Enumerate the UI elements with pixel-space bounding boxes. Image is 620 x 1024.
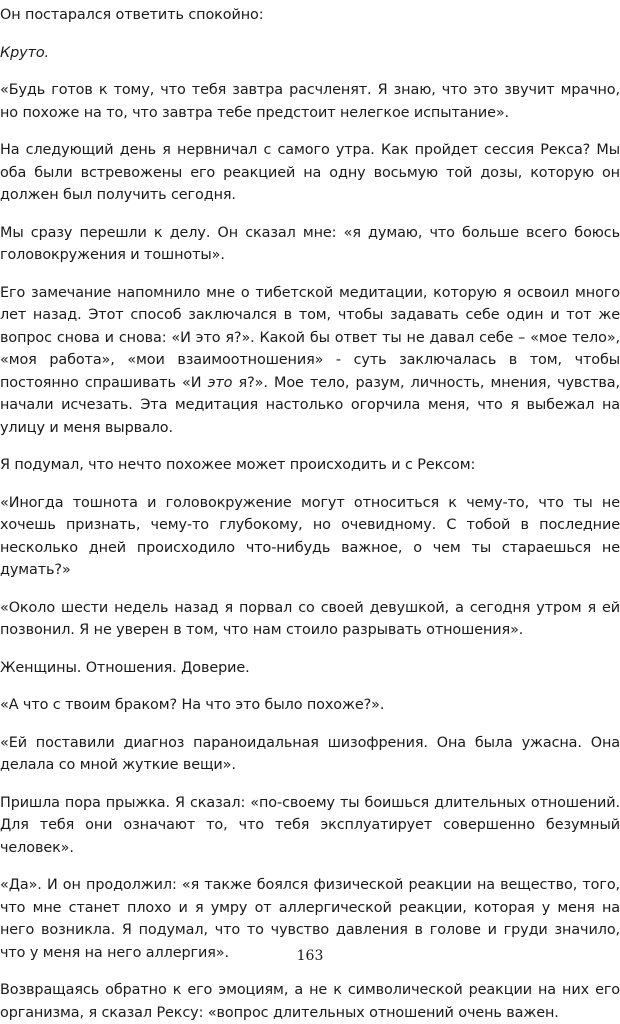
text-run: «Будь готов к тому, что тебя завтра расчленят. Я знаю, что это звучит мрачно, но похоже на то, что завтра тебе предстоит нелегкое испытание». [0, 82, 620, 121]
text-run: Пришла пора прыжка. Я сказал: «по-своему ты боишься длительных отношений. Для тебя они означают то, что тебя эксплуатирует совершенно безумный человек». [0, 794, 620, 856]
text-run: Я подумал, что нечто похожее может происходить и с Рексом: [0, 457, 476, 473]
text-run: Мы сразу перешли к делу. Он сказал мне: «я думаю, что больше всего боюсь головокружения и тошноты». [0, 224, 620, 263]
paragraph [0, 732, 620, 777]
paragraph [0, 282, 620, 440]
paragraph [0, 454, 620, 477]
text-run: На следующий день я нервничал с самого утра. Как пройдет сессия Рекса? Мы оба были встревожены его реакцией на одну восьмую той дозы, которую он должен был получить сегодня. [0, 142, 620, 203]
text-run: «Ей поставили диагноз параноидальная шизофрения. Она была ужасна. Она делала со мной жуткие вещи». [0, 734, 620, 773]
paragraph [0, 79, 620, 124]
text-run: Женщины. Отношения. Доверие. [0, 659, 250, 676]
text-run: «А что с твоим браком? На что это было похоже?». [0, 697, 385, 713]
paragraph [0, 139, 620, 207]
text-run: «Около шести недель назад я порвал со своей девушкой, а сегодня утром я ей позвонил. Я не уверен в том, что нам стоило разрывать отношения». [0, 599, 620, 638]
italic-text: Круто. [0, 44, 50, 61]
text-run: Его замечание напомнило мне о тибетской медитации, которую я освоил много лет назад. Этот способ заключался в том, чтобы задавать себе один и тот же вопрос снова и снова: «И это я?». Какой бы ответ ты не давал себе – «мое тело», «моя работа», «мои взаимоотношения» - суть заключалась в том, чтобы постоянно спрашивать «И [0, 284, 620, 391]
text-run: «Иногда тошнота и головокружение могут относиться к чему-то, что ты не хочешь признать, чему-то глубокому, но очевидному. С тобой в последние несколько дней происходило что-нибудь важное, о чем ты стараешься не думать?» [0, 494, 620, 578]
body-text [0, 4, 620, 1024]
italic-text: это [207, 374, 233, 391]
text-run: я?». Мое тело, разум, личность, мнения, чувства, начали исчезать. Эта медитация настолько огорчила меня, что я выбежал на улицу и меня вырвало. [0, 374, 620, 436]
text-run: «Да». И он продолжил: «я также боялся физической реакции на вещество, того, что мне станет плохо и я умру от аллергической реакции, которая у меня на него возникла. Я подумал, что то чувство давления в голове и груди значило, что у меня на него аллергия». [0, 877, 620, 961]
text-run: Возвращаясь обратно к его эмоциям, а не к символической реакции на них его организма, я сказал Рексу: «вопрос длительных отношений очень важен. [0, 982, 620, 1021]
paragraph [0, 42, 620, 65]
paragraph [0, 694, 620, 717]
paragraph [0, 657, 620, 680]
paragraph [0, 792, 620, 860]
paragraph [0, 222, 620, 267]
paragraph [0, 4, 620, 27]
paragraph [0, 979, 620, 1024]
paragraph [0, 597, 620, 642]
page-number: 163 [296, 948, 324, 964]
text-run: Он постарался ответить спокойно: [0, 7, 264, 23]
paragraph [0, 492, 620, 582]
